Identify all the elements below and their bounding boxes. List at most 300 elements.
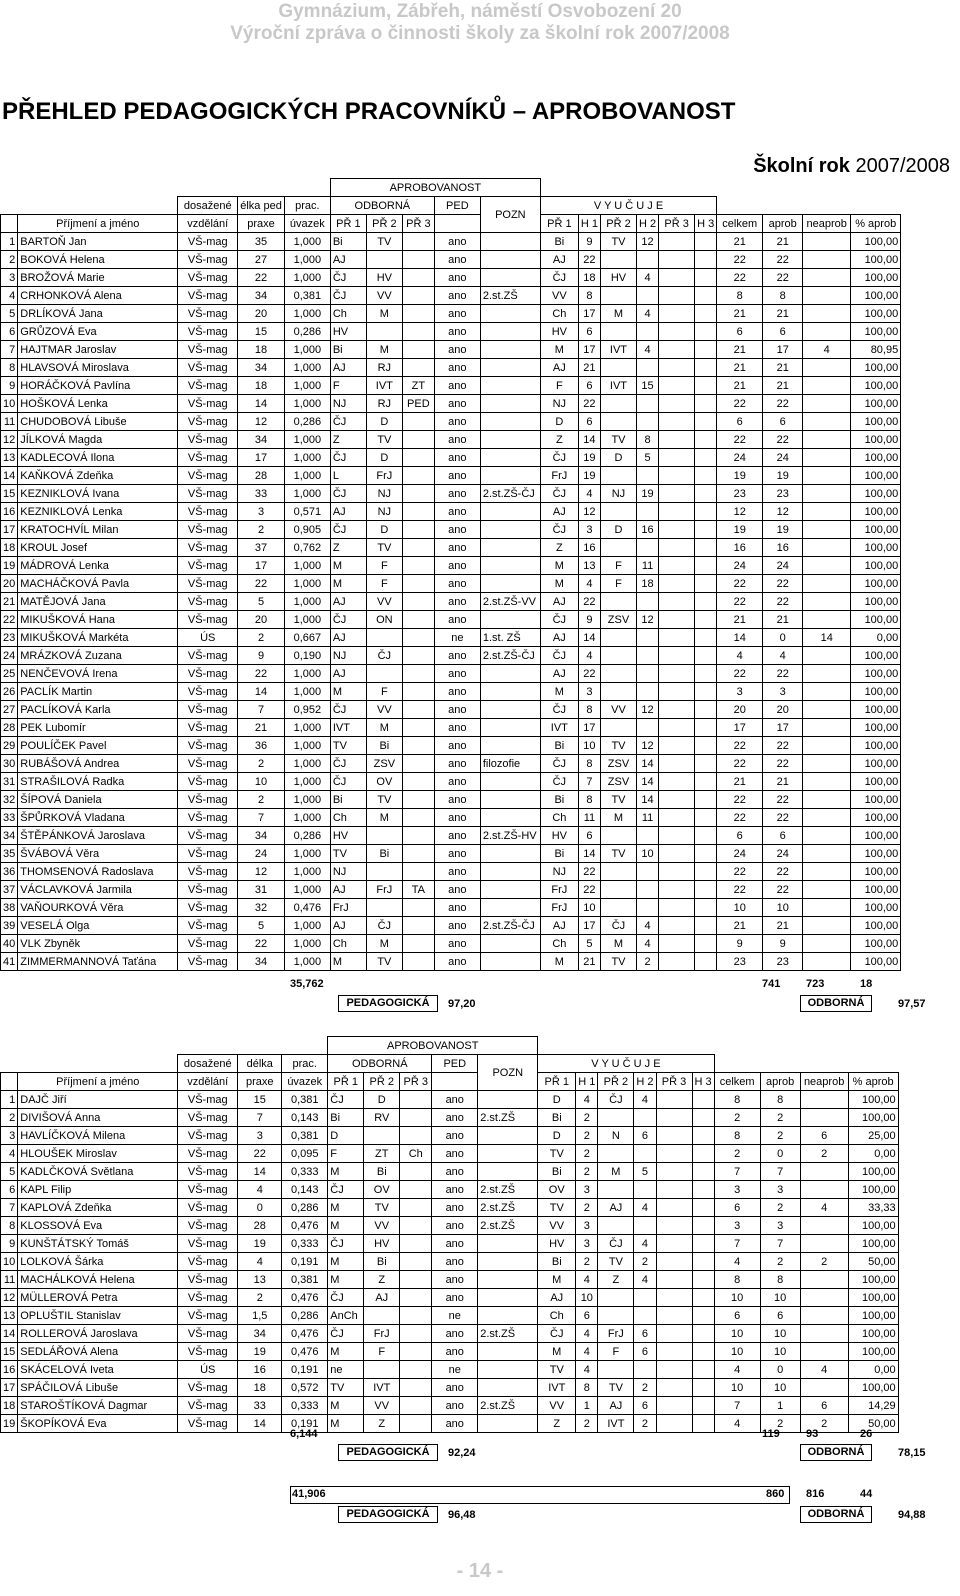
cell-v-pr1: FrJ — [540, 467, 578, 485]
cell-h1: 6 — [578, 413, 600, 431]
cell-num: 28 — [1, 719, 18, 737]
cell-h3 — [695, 287, 717, 305]
cell-odb-pr2: RJ — [366, 395, 402, 413]
cell-v-pr2 — [600, 359, 636, 377]
cell-v-pr3 — [659, 827, 695, 845]
cell-vzdelani: ÚS — [178, 629, 238, 647]
cell-celkem: 22 — [717, 575, 763, 593]
cell-num: 22 — [1, 611, 18, 629]
cell-praxe: 2 — [238, 629, 285, 647]
cell-v-pr3 — [659, 593, 695, 611]
cell-pct-aprob: 100,00 — [851, 935, 901, 953]
total2-neaprob: 26 — [860, 1428, 873, 1440]
cell-pozn — [480, 395, 540, 413]
cell-odb-pr2 — [364, 1127, 400, 1145]
cell-vzdelani: VŠ-mag — [178, 377, 238, 395]
cell-h1: 10 — [576, 1289, 598, 1307]
grand-total-celkem: 860 — [766, 1488, 785, 1500]
cell-uvazek: 0,095 — [282, 1145, 328, 1163]
cell-h2: 14 — [636, 773, 658, 791]
cell-v-pr1: ČJ — [540, 773, 578, 791]
cell-v-pr3 — [659, 935, 695, 953]
cell-v-pr3 — [659, 485, 695, 503]
cell-celkem: 21 — [717, 341, 763, 359]
cell-celkem: 2 — [714, 1109, 760, 1127]
cell-vzdelani: VŠ-mag — [178, 1163, 238, 1181]
cell-uvazek: 0,333 — [282, 1397, 328, 1415]
cell-h2: 2 — [634, 1253, 656, 1271]
cell-odb-pr1: ČJ — [330, 701, 366, 719]
cell-h2: 8 — [636, 431, 658, 449]
cell-odb-pr3 — [400, 1199, 432, 1217]
cell-v-pr2 — [600, 503, 636, 521]
cell-odb-pr2: RV — [364, 1109, 400, 1127]
cell-v-pr3 — [659, 773, 695, 791]
cell-pct-aprob: 100,00 — [851, 503, 901, 521]
cell-v-pr3 — [656, 1235, 692, 1253]
cell-num: 25 — [1, 665, 18, 683]
cell-uvazek: 0,333 — [282, 1163, 328, 1181]
cell-num: 16 — [1, 503, 18, 521]
cell-h3 — [695, 719, 717, 737]
cell-pct-aprob: 100,00 — [848, 1325, 898, 1343]
table-row — [1, 287, 901, 305]
cell-h3 — [695, 233, 717, 251]
cell-odb-pr1: Bi — [330, 233, 366, 251]
cell-v-pr1: AJ — [540, 503, 578, 521]
cell-odb-pr3 — [402, 323, 434, 341]
cell-praxe: 19 — [238, 1343, 282, 1361]
cell-ped: ano — [434, 935, 480, 953]
cell-pozn — [480, 413, 540, 431]
cell-name: OPLUŠTIL Stanislav — [18, 1307, 178, 1325]
cell-v-pr3 — [659, 575, 695, 593]
cell-v-pr3 — [659, 377, 695, 395]
cell-ped: ano — [434, 413, 480, 431]
cell-praxe: 5 — [238, 593, 285, 611]
cell-v-pr1: Bi — [538, 1163, 576, 1181]
cell-odb-pr2: F — [366, 557, 402, 575]
col-praxe: praxe — [238, 215, 285, 233]
cell-vzdelani: VŠ-mag — [178, 719, 238, 737]
cell-v-pr3 — [656, 1415, 692, 1433]
cell-odb-pr3 — [402, 251, 434, 269]
cell-pct-aprob: 100,00 — [851, 791, 901, 809]
cell-v-pr3 — [659, 269, 695, 287]
cell-v-pr2 — [600, 467, 636, 485]
cell-h1: 4 — [576, 1343, 598, 1361]
cell-aprob: 12 — [763, 503, 803, 521]
cell-aprob: 23 — [763, 485, 803, 503]
cell-h3 — [692, 1253, 714, 1271]
col2-aprobovanost: APROBOVANOST — [328, 1037, 538, 1055]
cell-uvazek: 0,143 — [282, 1181, 328, 1199]
cell-v-pr3 — [659, 863, 695, 881]
table-row — [1, 359, 901, 377]
col-aprob: aprob — [763, 215, 803, 233]
cell-vzdelani: VŠ-mag — [178, 395, 238, 413]
cell-num: 35 — [1, 845, 18, 863]
cell-odb-pr3: ZT — [402, 377, 434, 395]
total1-neaprob: 18 — [860, 978, 873, 990]
cell-v-pr3 — [659, 323, 695, 341]
cell-h2 — [636, 287, 658, 305]
cell-neaprob — [800, 1343, 848, 1361]
cell-odb-pr3 — [400, 1253, 432, 1271]
cell-pct-aprob: 100,00 — [851, 485, 901, 503]
cell-name: ŠVÁBOVÁ Věra — [18, 845, 178, 863]
cell-uvazek: 1,000 — [284, 791, 330, 809]
cell-odb-pr3 — [402, 341, 434, 359]
cell-h1: 22 — [578, 395, 600, 413]
cell-aprob: 2 — [760, 1253, 800, 1271]
cell-pct-aprob: 100,00 — [848, 1091, 898, 1109]
cell-v-pr2 — [600, 395, 636, 413]
cell-pozn — [480, 503, 540, 521]
cell-celkem: 10 — [714, 1379, 760, 1397]
cell-vzdelani: VŠ-mag — [178, 1289, 238, 1307]
cell-v-pr2: ZSV — [600, 773, 636, 791]
cell-celkem: 7 — [714, 1397, 760, 1415]
cell-praxe: 4 — [238, 1181, 282, 1199]
cell-aprob: 21 — [763, 917, 803, 935]
cell-h1: 12 — [578, 503, 600, 521]
cell-pct-aprob: 50,00 — [848, 1415, 898, 1433]
cell-num: 1 — [1, 1091, 18, 1109]
cell-uvazek: 0,572 — [282, 1379, 328, 1397]
cell-vzdelani: VŠ-mag — [178, 827, 238, 845]
cell-neaprob — [803, 521, 851, 539]
cell-vzdelani: VŠ-mag — [178, 467, 238, 485]
school-year — [753, 155, 950, 178]
cell-pozn — [480, 845, 540, 863]
cell-pozn — [480, 467, 540, 485]
cell-v-pr3 — [659, 503, 695, 521]
cell-neaprob — [803, 899, 851, 917]
cell-v-pr1: VV — [540, 287, 578, 305]
cell-uvazek: 0,476 — [282, 1325, 328, 1343]
cell-odb-pr1: ČJ — [328, 1181, 364, 1199]
cell-aprob: 17 — [763, 719, 803, 737]
cell-name: VLK Zbyněk — [18, 935, 178, 953]
cell-h1: 2 — [576, 1199, 598, 1217]
col2-uvazek: úvazek — [282, 1073, 328, 1091]
cell-aprob: 22 — [763, 863, 803, 881]
cell-odb-pr2: D — [366, 521, 402, 539]
cell-uvazek: 1,000 — [284, 269, 330, 287]
cell-v-pr2 — [600, 881, 636, 899]
cell-neaprob — [803, 251, 851, 269]
cell-v-pr2 — [598, 1109, 634, 1127]
cell-odb-pr2: Bi — [366, 737, 402, 755]
cell-celkem: 16 — [717, 539, 763, 557]
cell-h2: 16 — [636, 521, 658, 539]
cell-pozn — [478, 1343, 538, 1361]
cell-num: 40 — [1, 935, 18, 953]
cell-pozn: 2.st.ZŠ-HV — [480, 827, 540, 845]
table-row — [1, 1181, 899, 1199]
total1-aprob: 723 — [806, 978, 825, 990]
cell-odb-pr3 — [400, 1091, 432, 1109]
cell-ped: ano — [434, 593, 480, 611]
cell-v-pr3 — [659, 233, 695, 251]
cell-name: SKÁCELOVÁ Iveta — [18, 1361, 178, 1379]
cell-neaprob: 6 — [800, 1397, 848, 1415]
cell-pozn: 2.st.ZŠ — [478, 1325, 538, 1343]
cell-num: 10 — [1, 1253, 18, 1271]
cell-neaprob — [803, 377, 851, 395]
total2-ped-value: 92,24 — [448, 1447, 476, 1459]
cell-praxe: 18 — [238, 1379, 282, 1397]
cell-praxe: 18 — [238, 341, 285, 359]
cell-v-pr1: ČJ — [540, 449, 578, 467]
table-row — [1, 323, 901, 341]
cell-h2: 2 — [634, 1379, 656, 1397]
cell-odb-pr3 — [402, 647, 434, 665]
cell-ped: ano — [434, 953, 480, 971]
cell-odb-pr2: D — [366, 449, 402, 467]
cell-praxe: 13 — [238, 1271, 282, 1289]
cell-h3 — [692, 1289, 714, 1307]
cell-vzdelani: VŠ-mag — [178, 1235, 238, 1253]
total2-odb-label: ODBORNÁ — [800, 1444, 872, 1461]
col2-v-pr1: PŘ 1 — [538, 1073, 576, 1091]
cell-v-pr3 — [659, 719, 695, 737]
cell-vzdelani: VŠ-mag — [178, 1253, 238, 1271]
cell-ped: ano — [434, 341, 480, 359]
cell-celkem: 22 — [717, 593, 763, 611]
cell-v-pr3 — [659, 521, 695, 539]
cell-h1: 22 — [578, 251, 600, 269]
cell-v-pr2 — [598, 1289, 634, 1307]
cell-h1: 14 — [578, 845, 600, 863]
cell-v-pr2: M — [600, 305, 636, 323]
cell-celkem: 10 — [714, 1343, 760, 1361]
cell-h1: 17 — [578, 305, 600, 323]
cell-v-pr2: TV — [600, 953, 636, 971]
col2-h2: H 2 — [634, 1073, 656, 1091]
cell-odb-pr3 — [400, 1127, 432, 1145]
cell-pct-aprob: 100,00 — [851, 899, 901, 917]
cell-h2 — [636, 359, 658, 377]
cell-pozn: 2.st.ZŠ-VV — [480, 593, 540, 611]
cell-h1: 22 — [578, 593, 600, 611]
cell-odb-pr2: NJ — [366, 485, 402, 503]
cell-neaprob — [800, 1109, 848, 1127]
cell-pozn: filozofie — [480, 755, 540, 773]
table-row — [1, 521, 901, 539]
table-row — [1, 647, 901, 665]
col-h2: H 2 — [636, 215, 658, 233]
cell-aprob: 21 — [763, 377, 803, 395]
cell-num: 18 — [1, 1397, 18, 1415]
cell-odb-pr3 — [400, 1397, 432, 1415]
cell-h3 — [695, 683, 717, 701]
cell-pct-aprob: 100,00 — [848, 1181, 898, 1199]
cell-odb-pr2 — [366, 323, 402, 341]
cell-ped: ano — [434, 755, 480, 773]
cell-odb-pr1: ČJ — [328, 1325, 364, 1343]
col2-pr2: PŘ 2 — [364, 1073, 400, 1091]
cell-num: 24 — [1, 647, 18, 665]
cell-neaprob: 14 — [803, 629, 851, 647]
cell-h3 — [695, 449, 717, 467]
table-row — [1, 557, 901, 575]
cell-v-pr3 — [656, 1109, 692, 1127]
cell-name: ŠKOPÍKOVÁ Eva — [18, 1415, 178, 1433]
cell-celkem: 4 — [714, 1361, 760, 1379]
table-row — [1, 935, 901, 953]
cell-v-pr3 — [656, 1199, 692, 1217]
cell-num: 6 — [1, 323, 18, 341]
cell-ped: ne — [434, 629, 480, 647]
cell-v-pr1: Ch — [540, 935, 578, 953]
cell-h1: 17 — [578, 341, 600, 359]
cell-pct-aprob: 0,00 — [851, 629, 901, 647]
cell-name: ŠTĚPÁNKOVÁ Jaroslava — [18, 827, 178, 845]
cell-num: 4 — [1, 1145, 18, 1163]
cell-num: 6 — [1, 1181, 18, 1199]
cell-odb-pr1: TV — [330, 845, 366, 863]
cell-neaprob — [803, 917, 851, 935]
cell-h3 — [695, 539, 717, 557]
cell-uvazek: 0,286 — [284, 323, 330, 341]
cell-pozn — [480, 233, 540, 251]
cell-praxe: 28 — [238, 1217, 282, 1235]
cell-name: MÜLLEROVÁ Petra — [18, 1289, 178, 1307]
cell-aprob: 9 — [763, 935, 803, 953]
cell-aprob: 10 — [763, 899, 803, 917]
cell-neaprob: 2 — [800, 1253, 848, 1271]
cell-v-pr3 — [656, 1163, 692, 1181]
cell-celkem: 24 — [717, 557, 763, 575]
cell-uvazek: 0,905 — [284, 521, 330, 539]
cell-odb-pr1: NJ — [330, 395, 366, 413]
cell-celkem: 24 — [717, 845, 763, 863]
cell-pozn — [478, 1415, 538, 1433]
table-row — [1, 1361, 899, 1379]
cell-v-pr1: M — [538, 1343, 576, 1361]
cell-h3 — [695, 899, 717, 917]
cell-uvazek: 1,000 — [284, 395, 330, 413]
cell-v-pr3 — [659, 449, 695, 467]
cell-odb-pr1: M — [330, 575, 366, 593]
cell-v-pr1: D — [538, 1127, 576, 1145]
cell-v-pr2 — [600, 287, 636, 305]
cell-odb-pr3 — [402, 773, 434, 791]
cell-odb-pr3 — [400, 1289, 432, 1307]
cell-h1: 8 — [578, 791, 600, 809]
cell-neaprob — [803, 719, 851, 737]
cell-odb-pr3 — [402, 449, 434, 467]
cell-odb-pr3 — [402, 917, 434, 935]
cell-pct-aprob: 100,00 — [851, 701, 901, 719]
total1-ped-value: 97,20 — [448, 998, 476, 1010]
cell-v-pr1: HV — [540, 827, 578, 845]
cell-num: 3 — [1, 1127, 18, 1145]
cell-vzdelani: VŠ-mag — [178, 1343, 238, 1361]
cell-pozn — [478, 1127, 538, 1145]
table-row — [1, 683, 901, 701]
cell-h2: 5 — [634, 1163, 656, 1181]
col2-vzdelani: vzdělání — [178, 1073, 238, 1091]
cell-v-pr1: Z — [540, 431, 578, 449]
cell-odb-pr1: FrJ — [330, 899, 366, 917]
cell-ped: ano — [434, 719, 480, 737]
cell-odb-pr1: L — [330, 467, 366, 485]
cell-num: 20 — [1, 575, 18, 593]
cell-pct-aprob: 100,00 — [851, 377, 901, 395]
cell-v-pr1: AJ — [540, 359, 578, 377]
cell-pct-aprob: 100,00 — [851, 233, 901, 251]
cell-h3 — [692, 1235, 714, 1253]
cell-h2: 4 — [636, 269, 658, 287]
cell-num: 8 — [1, 1217, 18, 1235]
cell-num: 11 — [1, 413, 18, 431]
cell-uvazek: 0,381 — [282, 1127, 328, 1145]
cell-num: 5 — [1, 305, 18, 323]
cell-celkem: 22 — [717, 809, 763, 827]
cell-odb-pr2: TV — [366, 233, 402, 251]
cell-uvazek: 0,286 — [282, 1199, 328, 1217]
cell-name: JÍLKOVÁ Magda — [18, 431, 178, 449]
table-row — [1, 1343, 899, 1361]
cell-pct-aprob: 100,00 — [851, 683, 901, 701]
cell-h2: 4 — [634, 1199, 656, 1217]
cell-h1: 5 — [578, 935, 600, 953]
cell-praxe: 34 — [238, 431, 285, 449]
cell-odb-pr1: ČJ — [330, 611, 366, 629]
cell-odb-pr3 — [402, 575, 434, 593]
cell-pct-aprob: 100,00 — [851, 269, 901, 287]
cell-pozn: 2.st.ZŠ — [480, 287, 540, 305]
cell-h1: 6 — [578, 323, 600, 341]
col2-ped: PED — [432, 1055, 478, 1073]
cell-v-pr3 — [656, 1181, 692, 1199]
cell-neaprob — [800, 1235, 848, 1253]
cell-num: 33 — [1, 809, 18, 827]
cell-v-pr2 — [600, 413, 636, 431]
col-pr1: PŘ 1 — [330, 215, 366, 233]
cell-odb-pr2: F — [366, 575, 402, 593]
cell-celkem: 21 — [717, 359, 763, 377]
cell-h1: 21 — [578, 953, 600, 971]
cell-num: 14 — [1, 467, 18, 485]
cell-celkem: 21 — [717, 377, 763, 395]
cell-uvazek: 1,000 — [284, 809, 330, 827]
cell-v-pr1: IVT — [538, 1379, 576, 1397]
cell-uvazek: 0,571 — [284, 503, 330, 521]
cell-aprob: 2 — [760, 1199, 800, 1217]
table-row — [1, 665, 901, 683]
table-row — [1, 1127, 899, 1145]
cell-v-pr1: VV — [538, 1217, 576, 1235]
cell-h2 — [636, 251, 658, 269]
cell-celkem: 22 — [717, 269, 763, 287]
cell-name: STAROŠTÍKOVÁ Dagmar — [18, 1397, 178, 1415]
cell-name: DRLÍKOVÁ Jana — [18, 305, 178, 323]
cell-uvazek: 1,000 — [284, 611, 330, 629]
cell-aprob: 0 — [760, 1145, 800, 1163]
cell-praxe: 22 — [238, 1145, 282, 1163]
cell-vzdelani: VŠ-mag — [178, 647, 238, 665]
cell-ped: ano — [434, 737, 480, 755]
cell-vzdelani: VŠ-mag — [178, 665, 238, 683]
cell-neaprob: 4 — [800, 1199, 848, 1217]
cell-h3 — [695, 305, 717, 323]
cell-neaprob — [803, 539, 851, 557]
cell-num: 8 — [1, 359, 18, 377]
